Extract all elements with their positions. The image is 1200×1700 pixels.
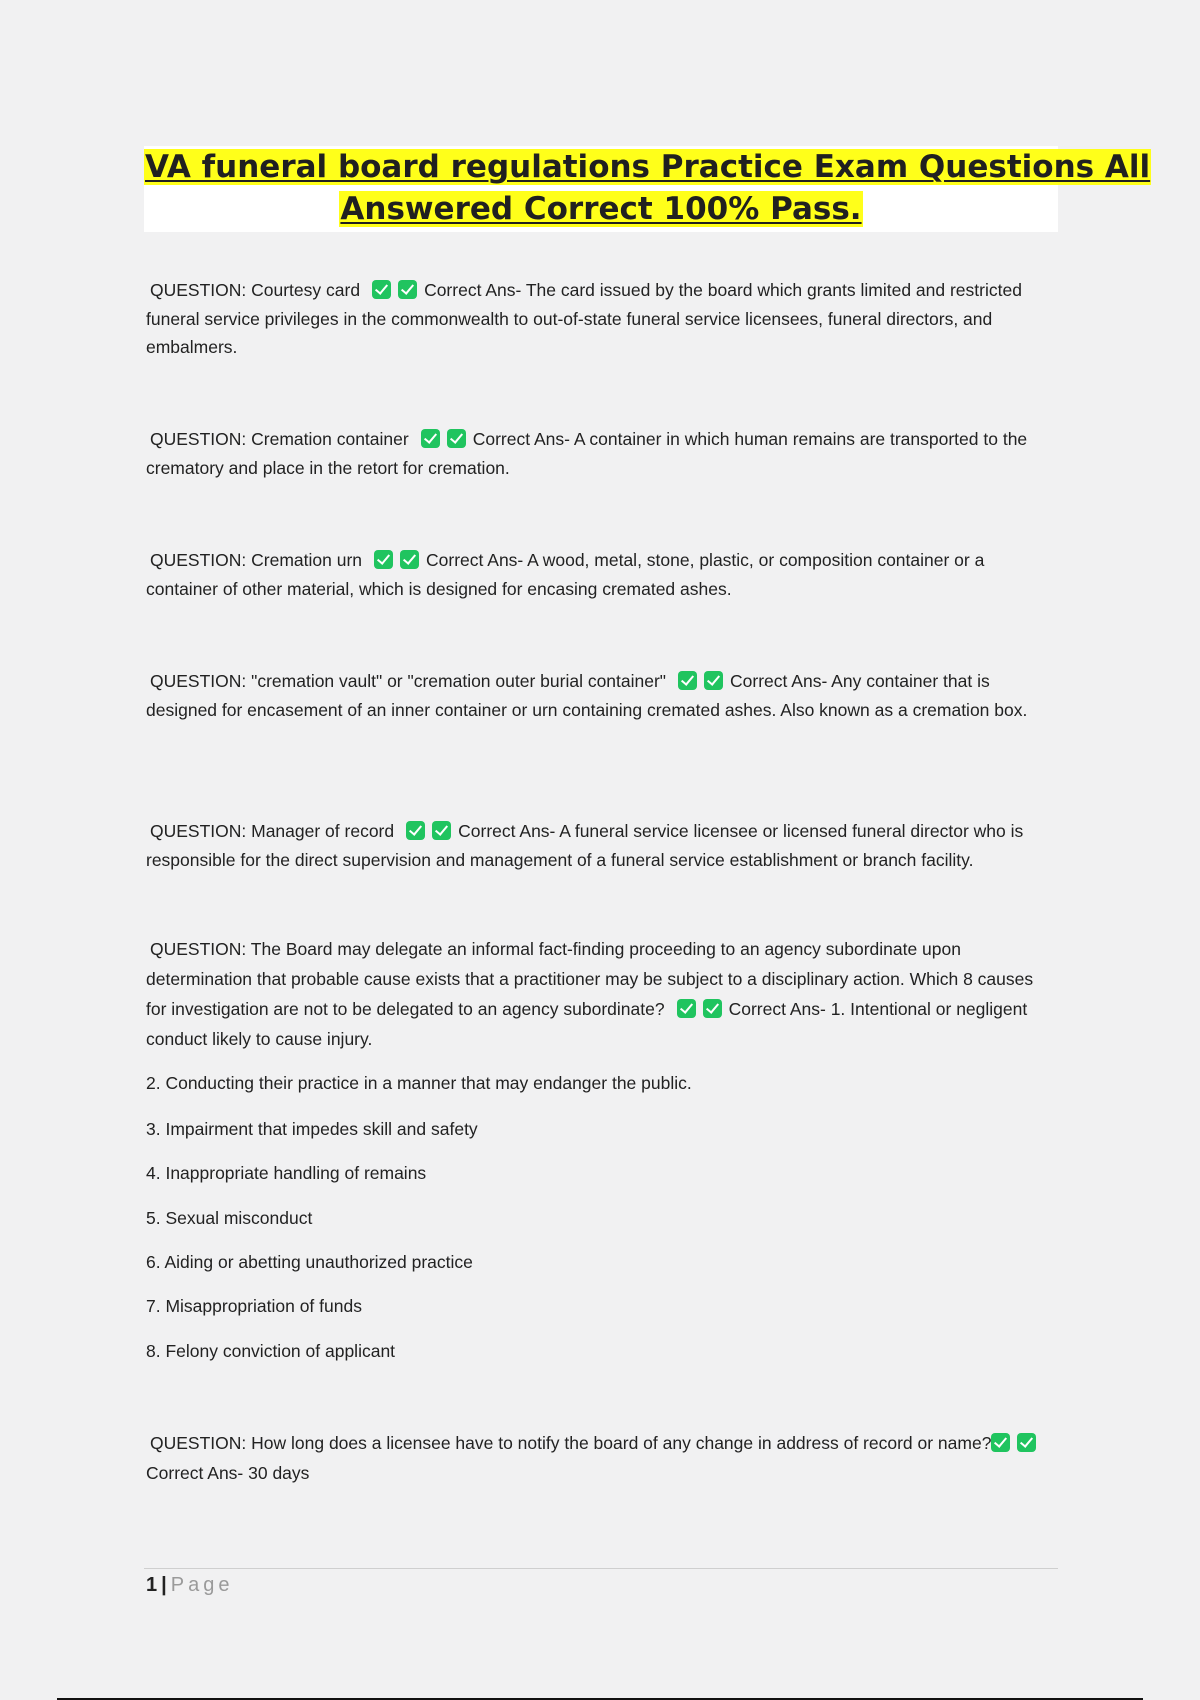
list-item: 4. Inappropriate handling of remains: [146, 1163, 427, 1183]
question-text: QUESTION: How long does a licensee have to notify the board of any change in address of record or name?: [150, 1433, 992, 1453]
qa-item-cremation-urn: [146, 546, 1058, 603]
check-mark-button-icon: [1017, 1433, 1036, 1452]
qa-item-address-change: [146, 1428, 1058, 1488]
question-text: QUESTION: "cremation vault" or "cremation outer burial container": [150, 671, 667, 691]
answer-text: Correct Ans- A wood, metal, stone, plastic, or composition container or a container of other material, which is designed for encasing cremated ashes.: [146, 550, 985, 599]
answer-text: Correct Ans- A funeral service licensee or licensed funeral director who is responsible for the direct supervision and management of a funeral service establishment or branch facility.: [146, 821, 1024, 870]
check-mark-button-icon: [991, 1433, 1010, 1452]
document-title: [144, 146, 1151, 232]
check-mark-button-icon: [447, 429, 466, 448]
answer-text: Correct Ans- 1. Intentional or negligent conduct likely to cause injury.: [146, 999, 1028, 1049]
qa-item-delegation-causes: [146, 934, 1058, 1054]
check-mark-button-icon: [432, 821, 451, 840]
footer-divider: [144, 1568, 1058, 1569]
check-mark-button-icon: [704, 671, 723, 690]
list-item: 3. Impairment that impedes skill and safety: [146, 1119, 478, 1139]
qa-item-cremation-vault: [146, 667, 1058, 724]
question-text: QUESTION: Cremation container: [150, 429, 409, 449]
check-mark-button-icon: [398, 280, 417, 299]
list-item: 2. Conducting their practice in a manner that may endanger the public.: [146, 1073, 692, 1093]
title-line-2: Answered Correct 100% Pass.: [340, 191, 862, 227]
check-mark-button-icon: [400, 550, 419, 569]
list-item: 5. Sexual misconduct: [146, 1208, 313, 1228]
page-footer: [146, 1570, 233, 1600]
answer-text: Correct Ans- A container in which human remains are transported to the crematory and place in the retort for cremation.: [146, 429, 1028, 478]
check-mark-button-icon: [372, 280, 391, 299]
check-mark-button-icon: [678, 671, 697, 690]
page-number: 1: [146, 1574, 158, 1596]
question-text: QUESTION: Cremation urn: [150, 550, 362, 570]
qa-item-cremation-container: [146, 425, 1058, 482]
page-label: Page: [170, 1574, 234, 1596]
list-item: 6. Aiding or abetting unauthorized practice: [146, 1252, 473, 1272]
question-text: QUESTION: Manager of record: [150, 821, 395, 841]
answer-text: Correct Ans- Any container that is designed for encasement of an inner container or urn containing cremated ashes. Also known as a cremation box.: [146, 671, 1028, 720]
answer-text: Correct Ans- The card issued by the board which grants limited and restricted funeral service privileges in the commonwealth to out-of-state funeral service licensees, funeral directors, and embalmers.: [146, 280, 1022, 357]
check-mark-button-icon: [677, 999, 696, 1018]
answer-text: Correct Ans- 30 days: [146, 1463, 310, 1483]
check-mark-button-icon: [703, 999, 722, 1018]
title-line-1: VA funeral board regulations Practice Exam Questions All: [145, 149, 1151, 185]
qa-item-courtesy-card: [146, 276, 1058, 362]
check-mark-button-icon: [406, 821, 425, 840]
list-item: 7. Misappropriation of funds: [146, 1296, 362, 1316]
question-text: QUESTION: The Board may delegate an informal fact-finding proceeding to an agency subordinate upon determination that probable cause exists that a practitioner may be subject to a disciplinary action. Which 8 causes for investigation are not to be delegated to an agency subordinate?: [146, 939, 1034, 1019]
question-text: QUESTION: Courtesy card: [150, 280, 361, 300]
footer-separator: |: [161, 1574, 167, 1596]
check-mark-button-icon: [374, 550, 393, 569]
check-mark-button-icon: [421, 429, 440, 448]
qa-item-manager-of-record: [146, 817, 1058, 874]
list-item: 8. Felony conviction of applicant: [146, 1341, 396, 1361]
